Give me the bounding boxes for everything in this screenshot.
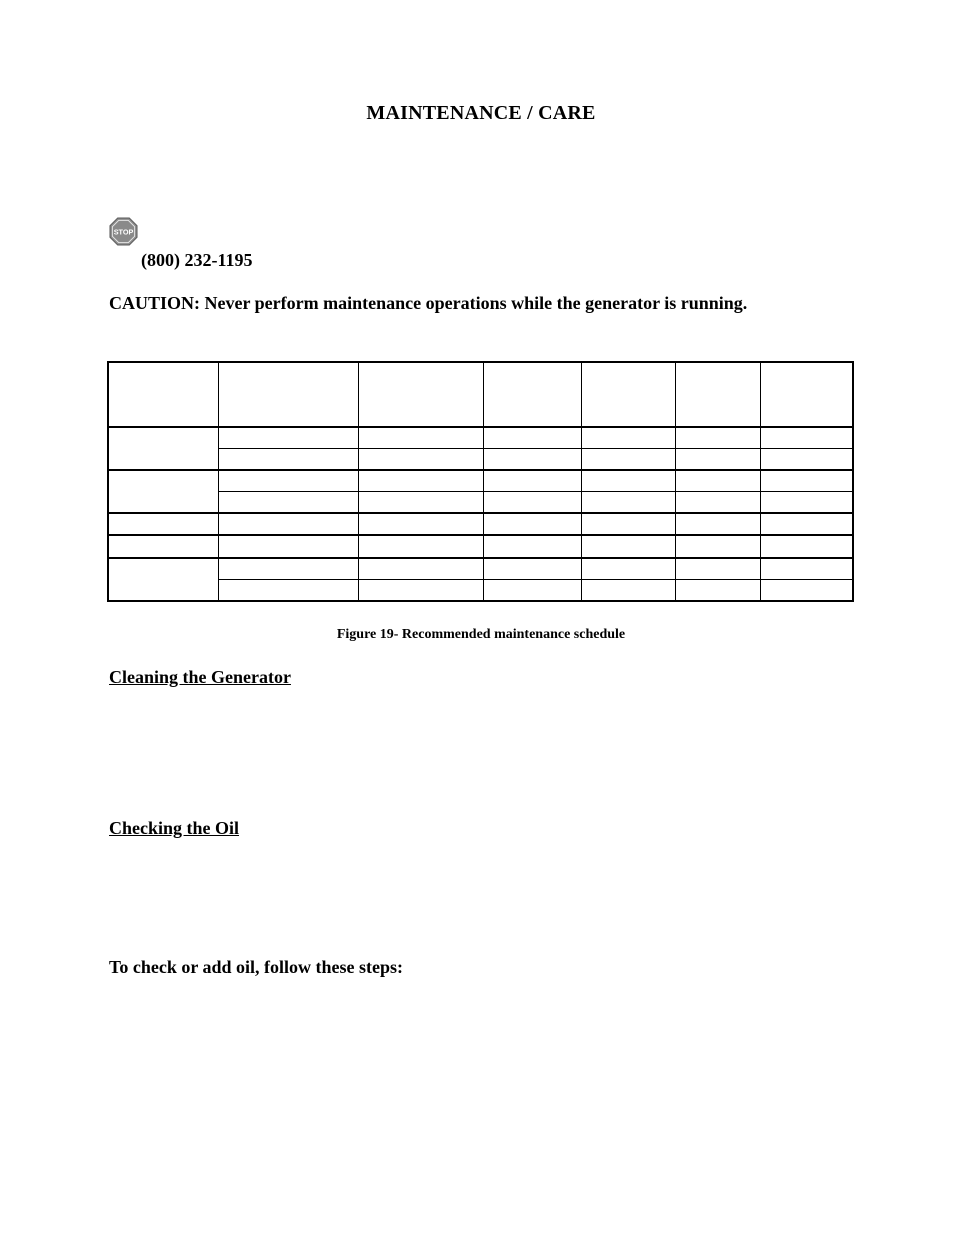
table-cell [581, 535, 675, 557]
section-heading-checking-oil: Checking the Oil [109, 818, 240, 838]
table-cell [108, 558, 218, 601]
table-cell [581, 427, 675, 449]
table-cell [675, 513, 760, 535]
figure-caption: Figure 19- Recommended maintenance schedule [336, 627, 626, 642]
table-cell [581, 448, 675, 470]
table-row [108, 558, 853, 580]
table-cell [108, 513, 218, 535]
table-cell [760, 448, 853, 470]
table-cell [483, 492, 581, 514]
table-cell [108, 470, 218, 513]
table-cell [358, 535, 483, 557]
table-cell [760, 470, 853, 492]
table-cell [760, 513, 853, 535]
table-cell [108, 427, 218, 470]
table-cell [358, 427, 483, 449]
table-cell [675, 427, 760, 449]
caution-notice: CAUTION: Never perform maintenance operations while the generator is running. [109, 293, 748, 313]
table-row [108, 513, 853, 535]
section-heading-cleaning: Cleaning the Generator [109, 667, 291, 687]
table-cell [483, 470, 581, 492]
table-row [108, 492, 853, 514]
table-cell [760, 535, 853, 557]
table-cell [358, 448, 483, 470]
steps-intro: To check or add oil, follow these steps: [109, 957, 404, 977]
table-cell [483, 427, 581, 449]
table-cell [581, 492, 675, 514]
table-cell [483, 513, 581, 535]
page-title: MAINTENANCE / CARE [366, 102, 596, 124]
table-cell [218, 470, 358, 492]
table-cell [483, 579, 581, 601]
table-cell [581, 470, 675, 492]
table-cell [581, 558, 675, 580]
table-cell [675, 535, 760, 557]
table-row [108, 535, 853, 557]
table-cell [358, 362, 483, 427]
table-cell [358, 558, 483, 580]
table-cell [218, 427, 358, 449]
table-cell [675, 448, 760, 470]
table-row [108, 579, 853, 601]
table-cell [675, 492, 760, 514]
table-cell [358, 579, 483, 601]
table-cell [581, 362, 675, 427]
table-cell [218, 513, 358, 535]
table-cell [358, 470, 483, 492]
table-cell [218, 362, 358, 427]
maintenance-schedule-table [107, 361, 854, 602]
table-cell [358, 513, 483, 535]
table-cell [483, 535, 581, 557]
table-cell [675, 470, 760, 492]
table-cell [218, 579, 358, 601]
table-cell [358, 492, 483, 514]
table-cell [675, 362, 760, 427]
table-cell [760, 558, 853, 580]
table-cell [760, 427, 853, 449]
table-row [108, 470, 853, 492]
table-cell [218, 492, 358, 514]
table-cell [581, 513, 675, 535]
table-cell [218, 448, 358, 470]
table-cell [218, 558, 358, 580]
table-cell [760, 579, 853, 601]
table-cell [675, 579, 760, 601]
table-cell [675, 558, 760, 580]
table-cell [483, 558, 581, 580]
table-cell [483, 362, 581, 427]
table-cell [760, 492, 853, 514]
support-phone: (800) 232-1195 [141, 250, 253, 270]
table-cell [760, 362, 853, 427]
table-cell [108, 362, 218, 427]
table-cell [483, 448, 581, 470]
table-row [108, 427, 853, 449]
stop-sign-text: STOP [113, 227, 134, 237]
table-cell [581, 579, 675, 601]
table-header-row [108, 362, 853, 427]
stop-sign-icon [109, 217, 138, 246]
table-row [108, 448, 853, 470]
table-cell [108, 535, 218, 557]
table-cell [218, 535, 358, 557]
